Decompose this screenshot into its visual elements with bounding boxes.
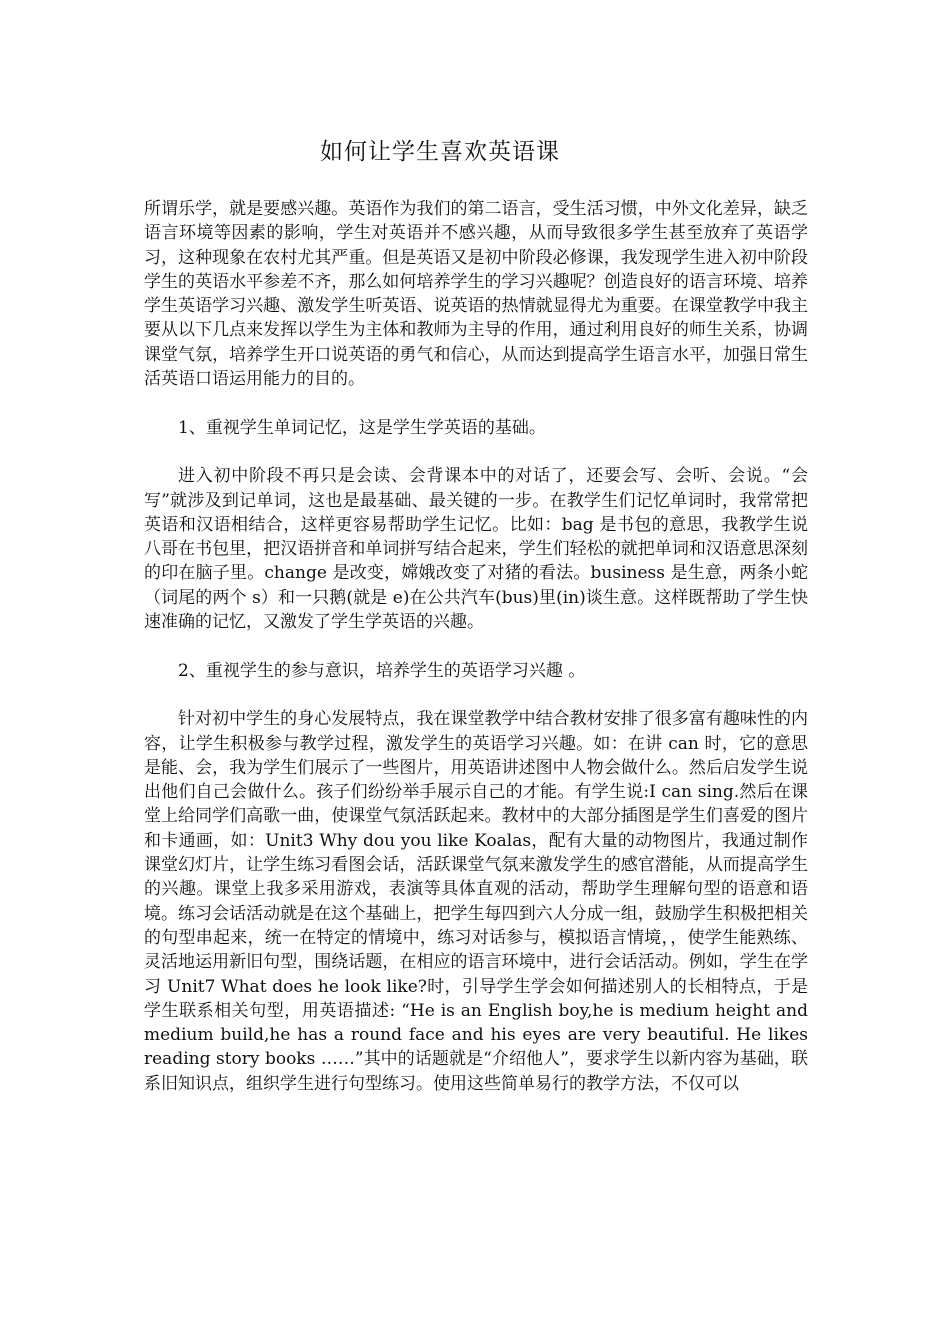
section-heading-1: 1、重视学生单词记忆，这是学生学英语的基础。: [178, 417, 546, 438]
paragraph-spacer: [144, 683, 808, 707]
section-heading-2: 2、重视学生的参与意识，培养学生的英语学习兴趣 。: [178, 660, 586, 681]
paragraph-spacer: [144, 440, 808, 464]
paragraph-intro: 所谓乐学，就是要感兴趣。英语作为我们的第二语言，受生活习惯，中外文化差异，缺乏语言环境等因素的影响，学生对英语并不感兴趣，从而导致很多学生甚至放弃了英语学习，这种现象在农村尤其严重。但是英语又是初中阶段必修课，我发现学生进入初中阶段学生的英语水平参差不齐，那么如何培养学生的学习兴趣呢？创造良好的语言环境、培养学生英语学习兴趣、激发学生听英语、说英语的热情就显得尤为重要。在课堂教学中我主要从以下几点来发挥以学生为主体和教师为主导的作用，通过利用良好的师生关系，协调课堂气氛，培养学生开口说英语的勇气和信心，从而达到提高学生语言水平，加强日常生活英语口语运用能力的目的。: [144, 199, 808, 390]
document-body: [144, 197, 808, 1096]
paragraph-spacer: [144, 391, 808, 415]
document-title: 如何让学生喜欢英语课: [320, 139, 560, 165]
paragraph-vocabulary: 进入初中阶段不再只是会读、会背课本中的对话了，还要会写、会听、会说。“会写”就涉及到记单词，这也是最基础、最关键的一步。在教学生们记忆单词时，我常常把英语和汉语相结合，这样更容易帮助学生记忆。比如：bag 是书包的意思，我教学生说八哥在书包里，把汉语拼音和单词拼写结合起来，学生们轻松的就把单词和汉语意思深刻的印在脑子里。change 是改变，嫦娥改变了对猪的看法。business 是生意，两条小蛇（词尾的两个 s）和一只鹅(就是 e)在公共汽车(bus)里(in)谈生意。这样既帮助了学生快速准确的记忆，又激发了学生学英语的兴趣。: [144, 466, 808, 633]
paragraph-spacer: [144, 634, 808, 658]
paragraph-participation: 针对初中学生的身心发展特点，我在课堂教学中结合教材安排了很多富有趣味性的内容，让学生积极参与教学过程，激发学生的英语学习兴趣。如：在讲 can 时，它的意思是能、会，我为学生们展示了一些图片，用英语讲述图中人物会做什么。然后启发学生说出他们自己会做什么。孩子们纷纷举手展示自己的才能。有学生说:I can sing.然后在课堂上给同学们高歌一曲，使课堂气氛活跃起来。教材中的大部分插图是学生们喜爱的图片和卡通画，如：Unit3 Why dou you like Koalas，配有大量的动物图片，我通过制作课堂幻灯片，让学生练习看图会话，活跃课堂气氛来激发学生的感官潜能，从而提高学生的兴趣。课堂上我多采用游戏，表演等具体直观的活动，帮助学生理解句型的语意和语境。练习会话活动就是在这个基础上，把学生每四到六人分成一组，鼓励学生积极把相关的句型串起来，统一在特定的情境中，练习对话参与，模拟语言情境，，使学生能熟练、灵活地运用新旧句型，围绕话题，在相应的语言环境中，进行会话活动。例如，学生在学习 Unit7 What does he look like?时，引导学生学会如何描述别人的长相特点，于是学生联系相关句型，用英语描述: “He is an English boy,he is medium height and medium build,he has a round face and his eyes are very beautiful. He likes reading story books ……”其中的话题就是“介绍他人”，要求学生以新内容为基础，联系旧知识点，组织学生进行句型练习。使用这些简单易行的教学方法，不仅可以: [144, 709, 808, 1094]
